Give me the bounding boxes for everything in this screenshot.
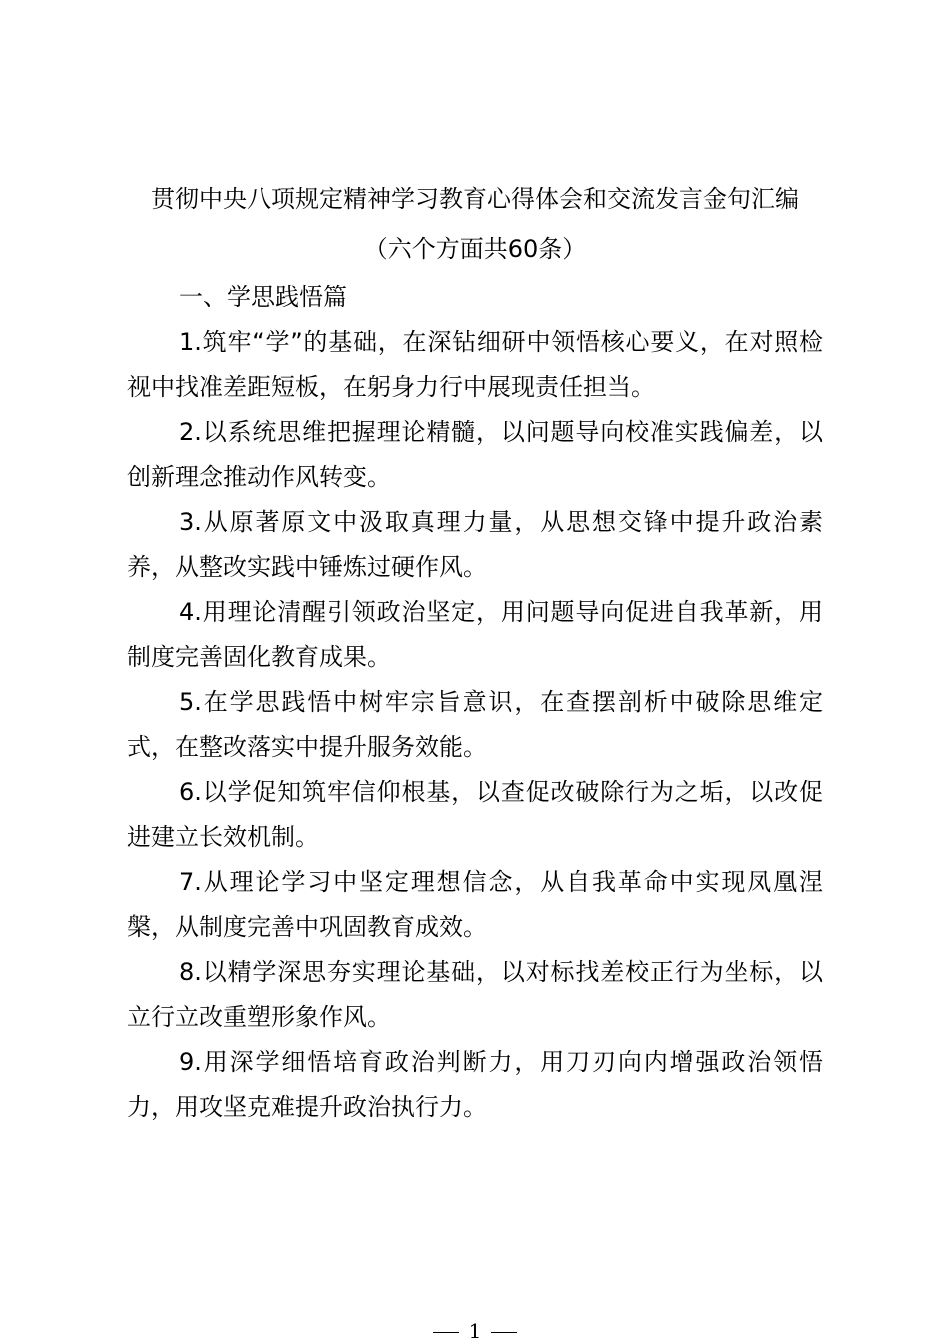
document-title: 贯彻中央八项规定精神学习教育心得体会和交流发言金句汇编 xyxy=(151,185,799,213)
list-item: 4.用理论清醒引领政治坚定，用问题导向促进自我革新，用制度完善固化教育成果。 xyxy=(127,598,823,671)
footer-dash-right xyxy=(491,1332,517,1333)
list-item: 6.以学促知筑牢信仰根基，以查促改破除行为之垢，以改促进建立长效机制。 xyxy=(127,778,823,851)
list-item: 9.用深学细悟培育政治判断力，用刀刃向内增强政治领悟力，用攻坚克难提升政治执行力。 xyxy=(127,1048,823,1121)
section-heading: 一、学思践悟篇 xyxy=(179,283,347,311)
document-body xyxy=(127,275,823,1130)
page-number: 1 xyxy=(468,1319,482,1343)
list-item: 8.以精学深思夯实理论基础，以对标找差校正行为坐标，以立行立改重塑形象作风。 xyxy=(127,958,823,1031)
list-item: 7.从理论学习中坚定理想信念，从自我革命中实现凤凰涅槃，从制度完善中巩固教育成效。 xyxy=(127,868,823,941)
list-item: 1.筑牢“学”的基础，在深钻细研中领悟核心要义，在对照检视中找准差距短板，在躬身力行中展现责任担当。 xyxy=(127,328,823,401)
document-subtitle: （六个方面共60条） xyxy=(363,235,587,263)
footer-dash-left xyxy=(433,1332,459,1333)
list-item: 3.从原著原文中汲取真理力量，从思想交锋中提升政治素养，从整改实践中锤炼过硬作风。 xyxy=(127,508,823,581)
list-item: 5.在学思践悟中树牢宗旨意识，在查摆剖析中破除思维定式，在整改落实中提升服务效能。 xyxy=(127,688,823,761)
page-footer xyxy=(0,1318,950,1344)
list-item: 2.以系统思维把握理论精髓，以问题导向校准实践偏差，以创新理念推动作风转变。 xyxy=(127,418,823,491)
